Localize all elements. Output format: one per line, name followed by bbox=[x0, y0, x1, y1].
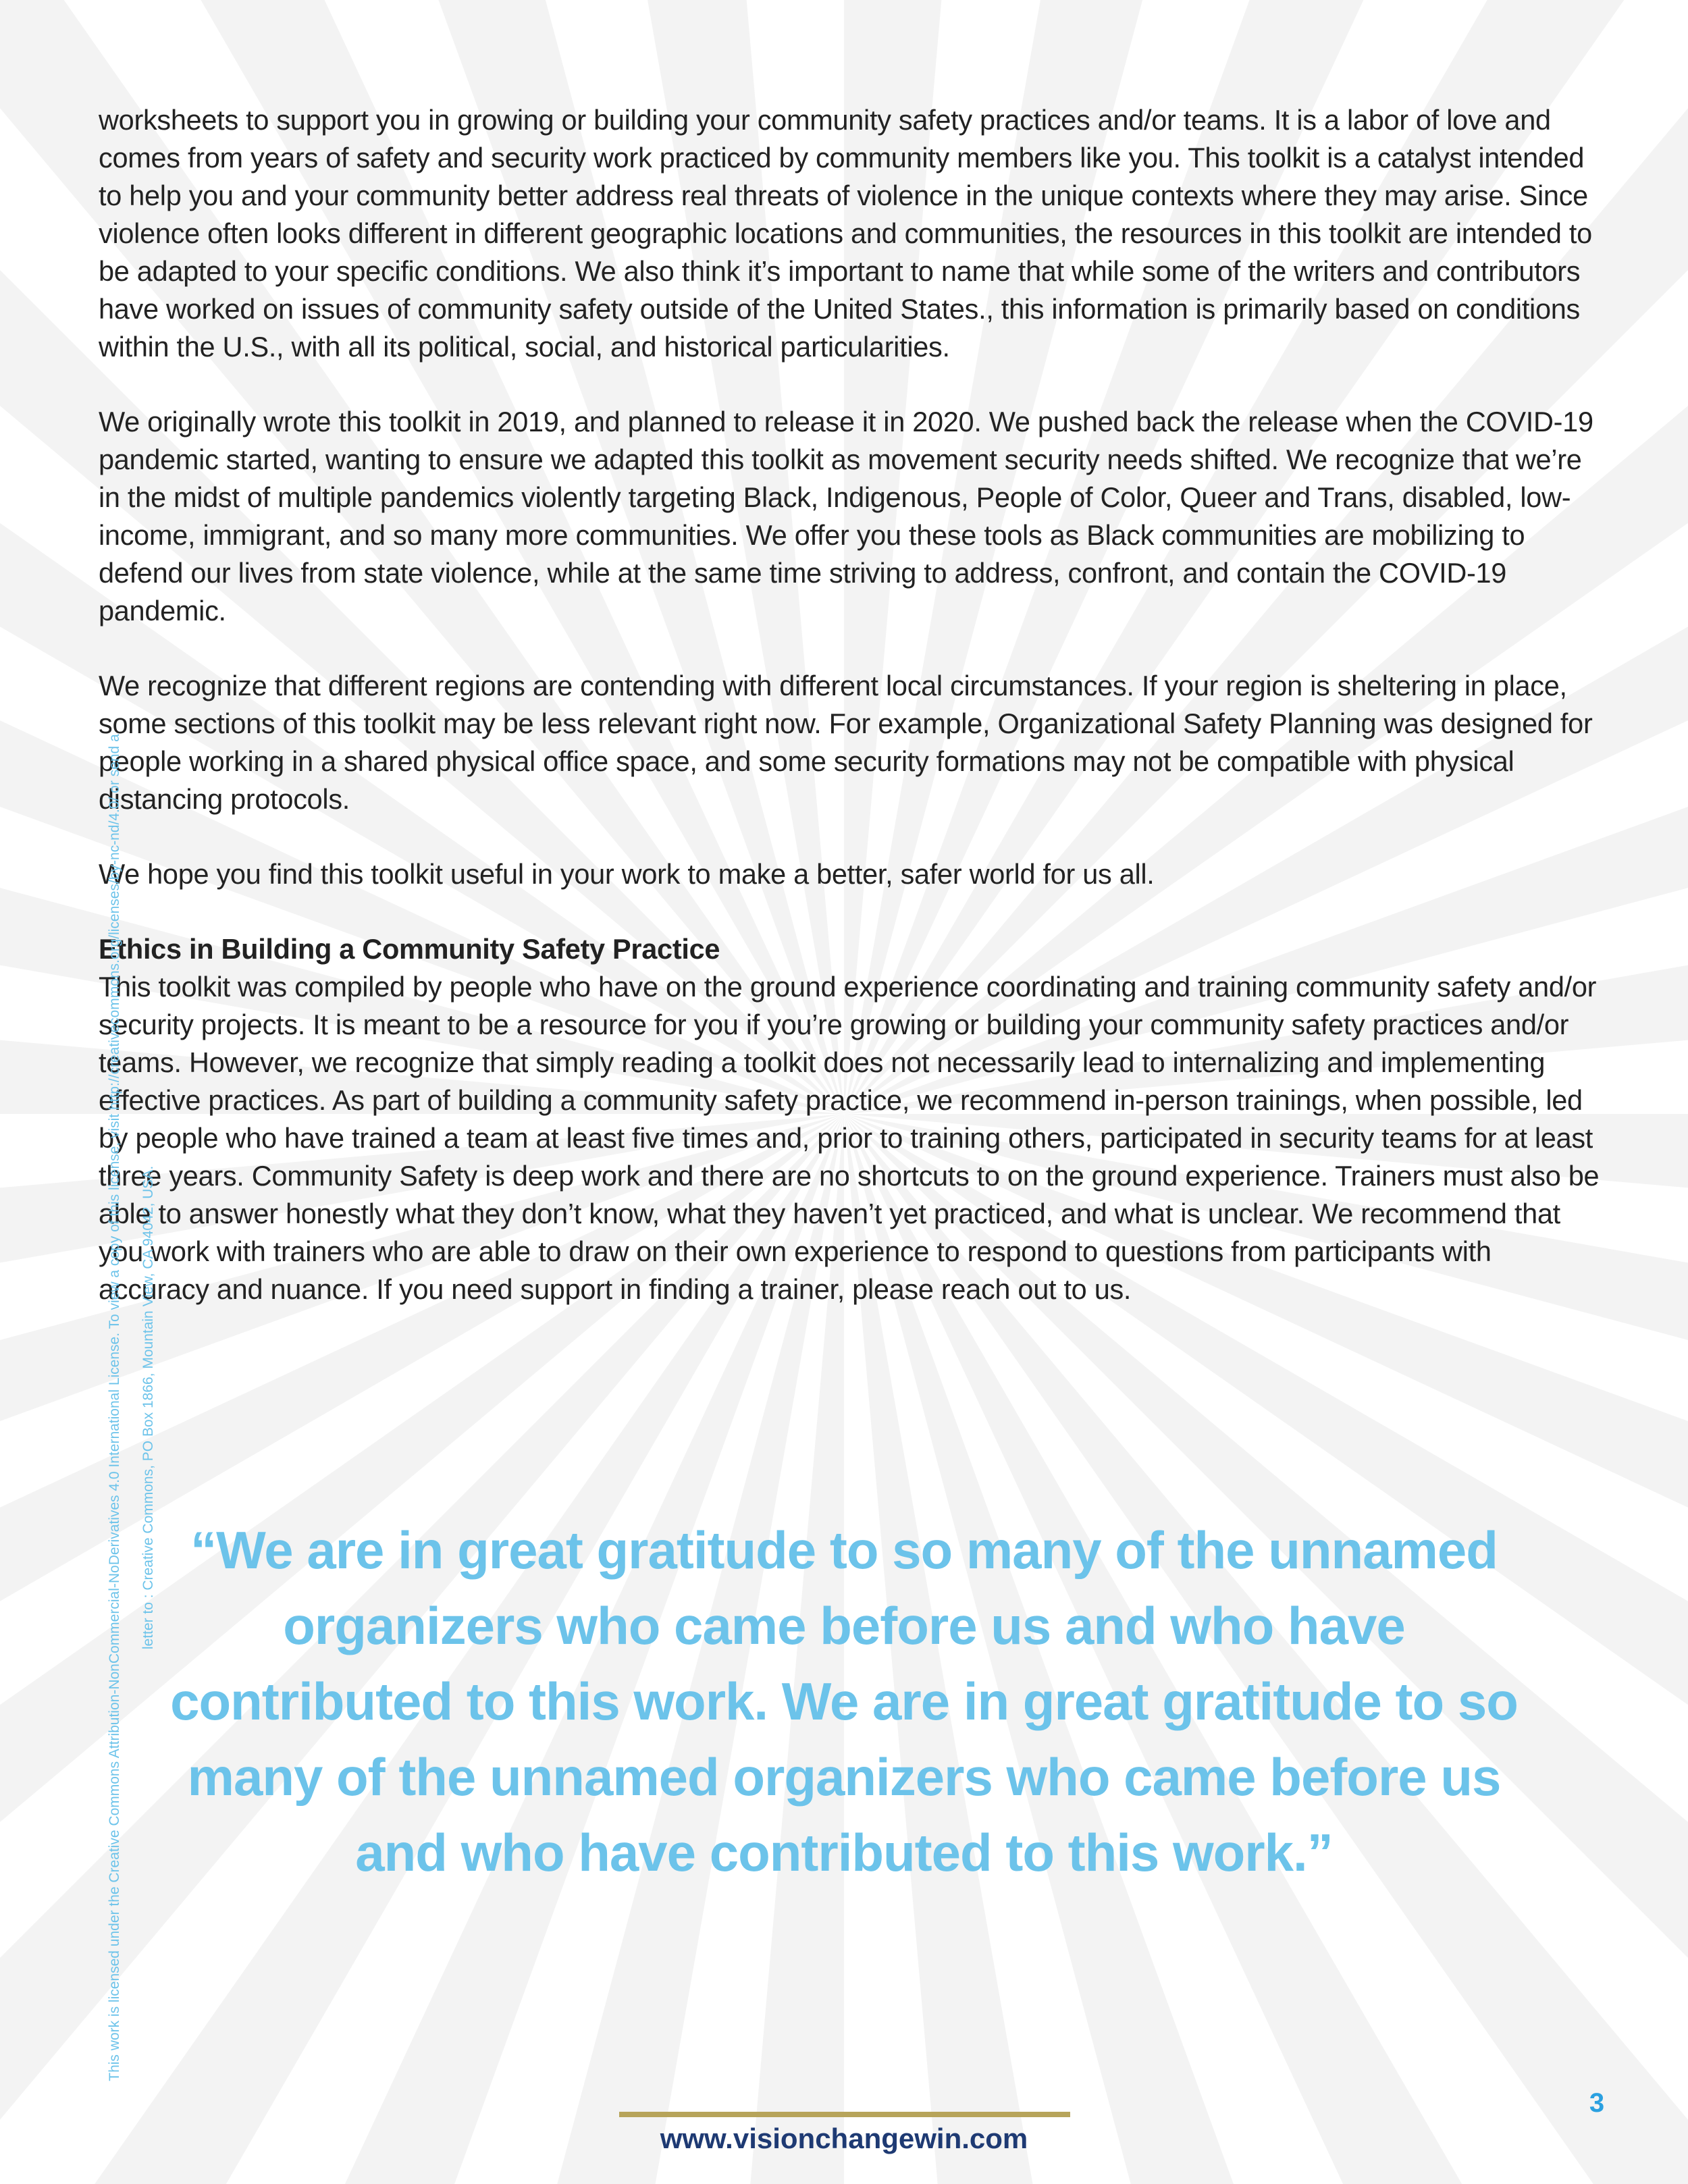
paragraph-release-history: We originally wrote this toolkit in 2019, and planned to release it in 2020. We pushed back the release when the COVID-19 pandemic started, wanting to ensure we adapted this toolkit as movement security needs shifted. We recognize that we’re in the midst of multiple pandemics violently targeting Black, Indigenous, People of Color, Queer and Trans, disabled, low-income, immigrant, and so many more communities. We offer you these tools as Black communities are mobilizing to defend our lives from state violence, while at the same time striving to address, confront, and contain the COVID-19 pandemic. bbox=[99, 406, 1593, 627]
body-text bbox=[99, 101, 1604, 1346]
license-notice bbox=[98, 651, 165, 2164]
footer-website-link[interactable]: www.visionchangewin.com bbox=[660, 2123, 1028, 2154]
paragraph-ethics: This toolkit was compiled by people who have on the ground experience coordinating and training community safety and/or security projects. It is meant to be a resource for you if you’re growing or building your community safety practices and/or teams. However, we recognize that simply reading a toolkit does not necessarily lead to internalizing and implementing effective practices. As part of building a community safety practice, we recommend in-person trainings, when possible, led by people who have trained a team at least five times and, prior to training others, participated in security teams for at least three years. Community Safety is deep work and there are no shortcuts to on the ground experience. Trainers must also be able to answer honestly what they don’t know, what they haven’t yet practiced, and what is unclear. We recommend that you work with trainers who are able to draw on their own experience to respond to questions from participants with accuracy and nuance. If you need support in finding a trainer, please reach out to us. bbox=[99, 971, 1600, 1305]
ethics-heading: Ethics in Building a Community Safety Practice bbox=[99, 933, 720, 965]
pull-quote: “We are in great gratitude to so many of the unnamed organizers who came before us and who have contributed to this work. We are in great gratitude to so many of the unnamed organizers who came before us and who have contributed to this work.” bbox=[170, 1520, 1518, 1882]
footer-divider bbox=[619, 2112, 1070, 2117]
paragraph-toolkit-intro: worksheets to support you in growing or building your community safety practices and/or teams. It is a labor of love and comes from years of safety and security work practiced by community members like you. This toolkit is a catalyst intended to help you and your community better address real threats of violence in the unique contexts where they may arise. Since violence often looks different in different geographic locations and communities, the resources in this toolkit are intended to be adapted to your specific conditions. We also think it’s important to name that while some of the writers and contributors have worked on issues of community safety outside of the United States., this information is primarily based on conditions within the U.S., with all its political, social, and historical particularities. bbox=[99, 104, 1592, 363]
paragraph-closing-hope: We hope you find this toolkit useful in your work to make a better, safer world for us all. bbox=[99, 858, 1155, 890]
license-line-1: This work is licensed under the Creative Commons Attribution-NonCommercial-NoDerivatives 4.0 International License. To view a copy of this license, visit http://creativecommons.org/licenses/by-nc-nd/4.0/ or send a bbox=[107, 734, 122, 2081]
page-number: 3 bbox=[1589, 2088, 1605, 2118]
license-line-2: letter to : Creative Commons, PO Box 1866, Mountain View, CA 94042, USA. bbox=[140, 1165, 156, 1650]
paragraph-regional-circumstances: We recognize that different regions are contending with different local circumstances. If your region is sheltering in place, some sections of this toolkit may be less relevant right now. For example, Organizational Safety Planning was designed for people working in a shared physical office space, and some security formations may not be compatible with physical distancing protocols. bbox=[99, 670, 1593, 815]
